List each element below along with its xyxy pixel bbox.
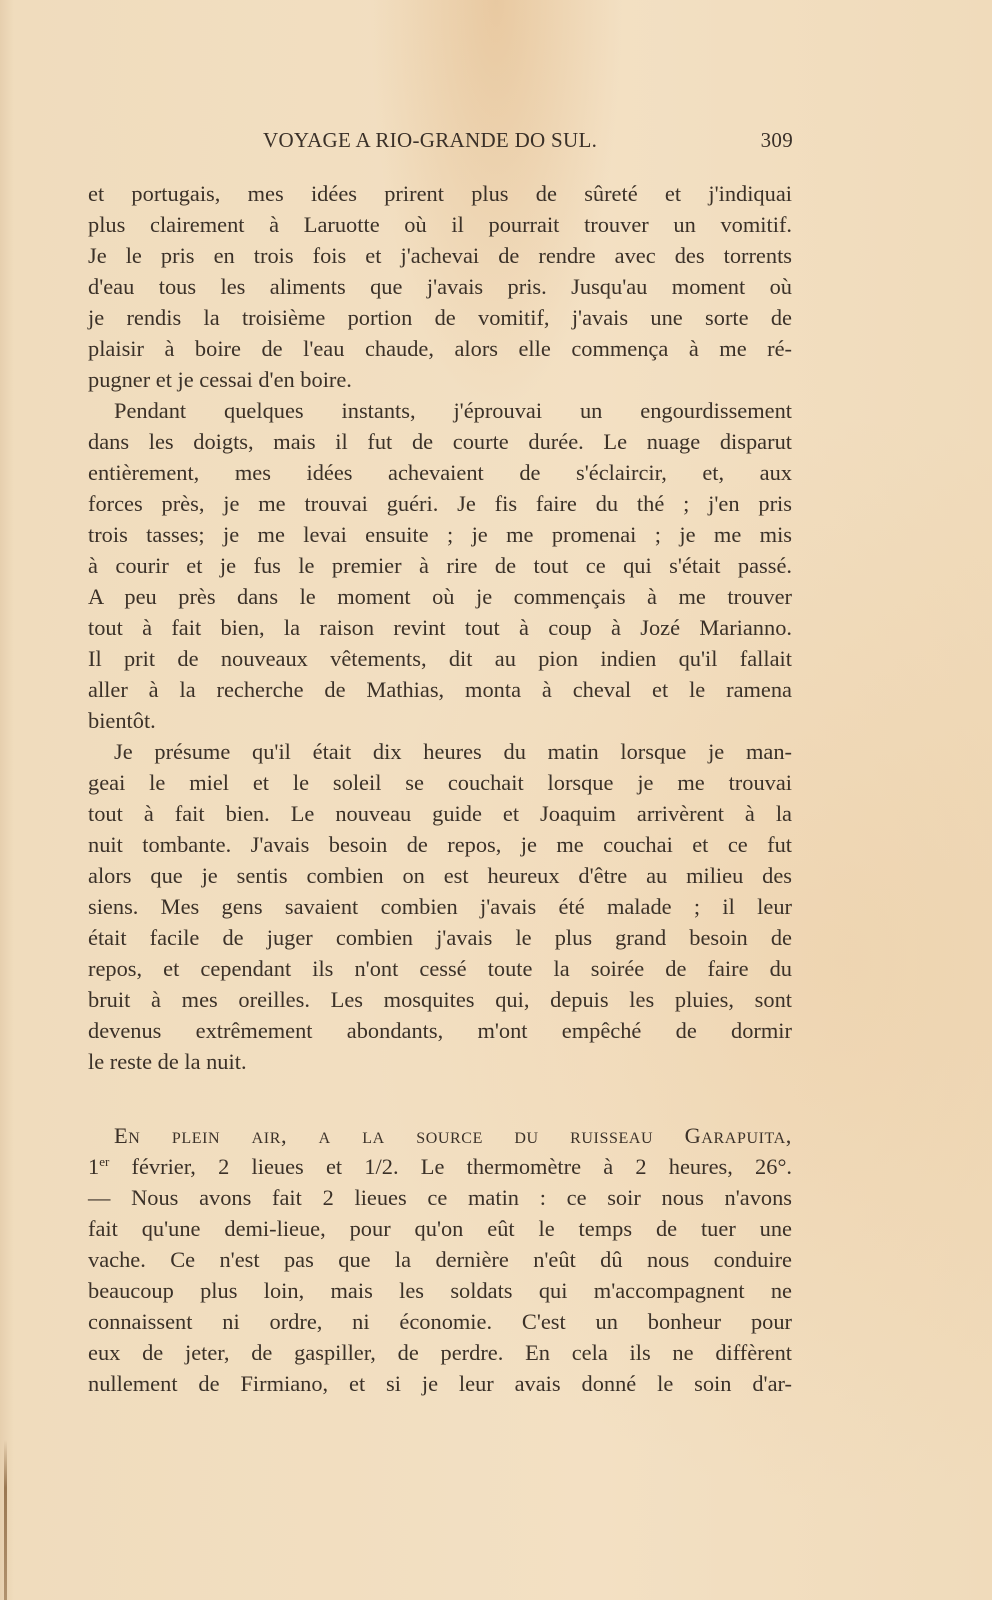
paragraph [88,178,792,395]
text-line: connaissent ni ordre, ni économie. C'est un bonheur pour [88,1309,792,1334]
running-head [263,128,793,156]
page-number: 309 [760,128,793,152]
text-line: forces près, je me trouvai guéri. Je fis faire du thé ; j'en pris [88,491,792,516]
page-edge-shadow [4,1440,7,1600]
text-line: siens. Mes gens savaient combien j'avais été malade ; il leur [88,894,792,919]
text-line: d'eau tous les aliments que j'avais pris. Jusqu'au moment où [88,274,792,299]
text-line: bientôt. [88,708,156,733]
text-line: Pendant quelques instants, j'éprouvai un engourdissement [114,398,792,423]
text-line: vache. Ce n'est pas que la dernière n'eût dû nous conduire [88,1247,792,1272]
text-line: Je le pris en trois fois et j'achevai de rendre avec des torrents [88,243,792,268]
date-rest: février, 2 lieues et 1/2. Le thermomètre à 2 heures, 26°. [109,1154,792,1179]
text-line: nuit tombante. J'avais besoin de repos, je me couchai et ce fut [88,832,792,857]
text-line: devenus extrêmement abondants, m'ont empêché de dormir [88,1018,792,1043]
text-line: Il prit de nouveaux vêtements, dit au pion indien qu'il fallait [88,646,792,671]
text-line: à courir et je fus le premier à rire de tout ce qui s'était passé. [88,553,792,578]
text-line: plus clairement à Laruotte où il pourrait trouver un vomitif. [88,212,792,237]
date-ordinal: 1 [88,1154,100,1179]
text-line: — Nous avons fait 2 lieues ce matin : ce soir nous n'avons [88,1185,792,1210]
text-line: fait qu'une demi-lieue, pour qu'on eût le temps de tuer une [88,1216,792,1241]
text-line: tout à fait bien. Le nouveau guide et Joaquim arrivèrent à la [88,801,792,826]
text-line: bruit à mes oreilles. Les mosquites qui, depuis les pluies, sont [88,987,792,1012]
journal-entry [88,1120,792,1399]
body-text [88,178,792,1399]
text-line: trois tasses; je me levai ensuite ; je me promenai ; je me mis [88,522,792,547]
section-gap [88,1077,792,1120]
text-line: entièrement, mes idées achevaient de s'éclaircir, et, aux [88,460,792,485]
text-line: tout à fait bien, la raison revint tout à coup à Jozé Marianno. [88,615,792,640]
text-line: alors que je sentis combien on est heureux d'être au milieu des [88,863,792,888]
paragraph [88,736,792,1077]
text-line: geai le miel et le soleil se couchait lorsque je me trouvai [88,770,792,795]
date-superscript: er [99,1154,110,1169]
text-line: Je présume qu'il était dix heures du matin lorsque je man- [114,739,792,764]
text-line: aller à la recherche de Mathias, monta à cheval et le ramena [88,677,792,702]
text-line: plaisir à boire de l'eau chaude, alors elle commença à me ré- [88,336,792,361]
text-line: pugner et je cessai d'en boire. [88,367,352,392]
text-line: eux de jeter, de gaspiller, de perdre. En cela ils ne diffèrent [88,1340,792,1365]
paragraph [88,395,792,736]
text-line: nullement de Firmiano, et si je leur avais donné le soin d'ar- [88,1371,792,1396]
entry-heading: En plein air, a la source du ruisseau Garapuita, [114,1123,792,1148]
text-line: A peu près dans le moment où je commençais à me trouver [88,584,792,609]
text-line: dans les doigts, mais il fut de courte durée. Le nuage disparut [88,429,792,454]
text-line: je rendis la troisième portion de vomitif, j'avais une sorte de [88,305,792,330]
text-line: beaucoup plus loin, mais les soldats qui m'accompagnent ne [88,1278,792,1303]
text-line: et portugais, mes idées prirent plus de sûreté et j'indiquai [88,181,792,206]
entry-date-line [88,1151,792,1182]
running-head-title: VOYAGE A RIO-GRANDE DO SUL. [263,128,598,152]
text-line: le reste de la nuit. [88,1049,247,1074]
text-line: repos, et cependant ils n'ont cessé toute la soirée de faire du [88,956,792,981]
text-line: était facile de juger combien j'avais le plus grand besoin de [88,925,792,950]
